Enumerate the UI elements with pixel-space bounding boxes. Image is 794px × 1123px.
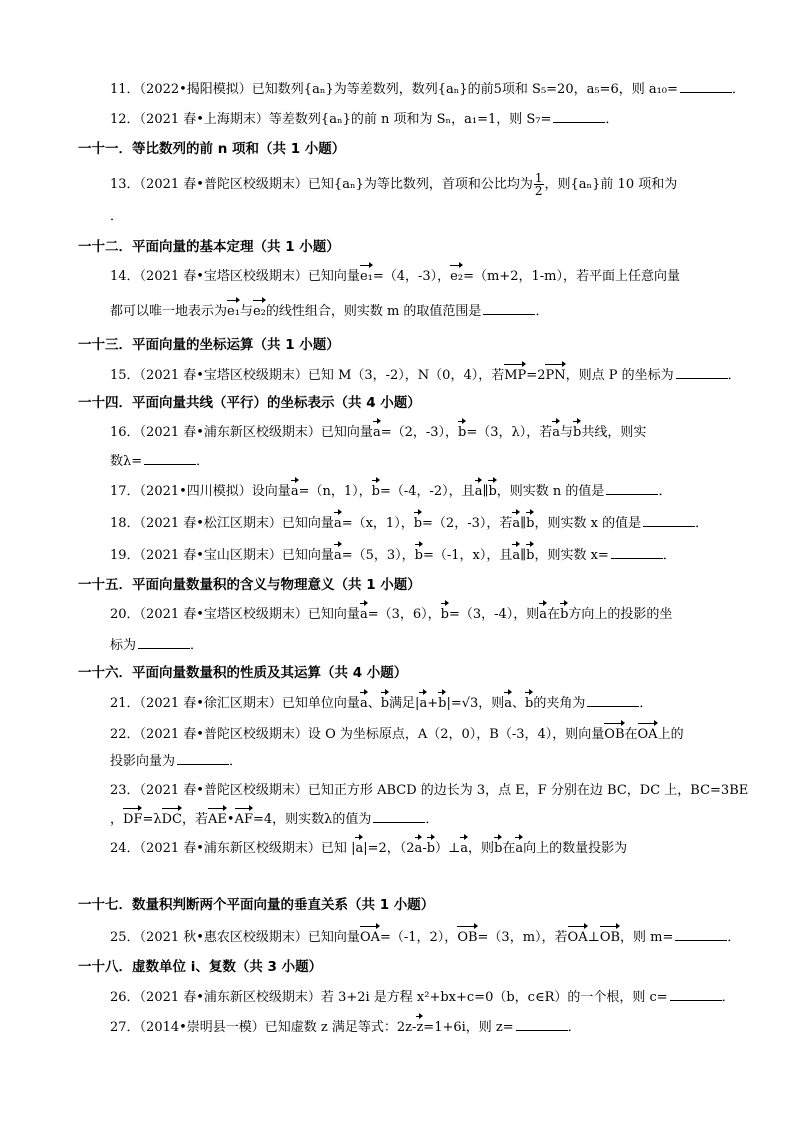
section-heading: 一十七．数量积判断两个平面向量的垂直关系（共 1 小题） [78, 897, 435, 913]
vector-symbol: DF [123, 812, 143, 827]
vector-symbol: OA [567, 930, 588, 945]
question-text: 的夹角为 [533, 696, 586, 711]
question-text: 18． [110, 516, 140, 531]
question-text: ，若 [181, 812, 208, 827]
question-11 [110, 80, 745, 99]
question-text: 上的 [657, 727, 684, 742]
answer-blank[interactable] [675, 928, 727, 941]
vector-symbol: e₁ [359, 269, 373, 284]
question-text: 22． [110, 727, 140, 742]
question-text: ）⊥ [435, 841, 461, 856]
question-text: （2021 春•松江区期末）已知向量 [139, 516, 334, 531]
question-text: |=2，（2 [363, 841, 415, 856]
question-text: ⊥ [587, 930, 600, 945]
question-text: （2021 春•普陀区校级期末）设 O 为坐标原点，A（2，0），B（-3，4），则向量 [139, 727, 605, 742]
question-text: ，则 m= [620, 930, 674, 945]
question-text: =（3，m），若 [477, 930, 568, 945]
question-text: ． [229, 754, 243, 769]
question-16 [110, 424, 646, 442]
question-text: 标为 [110, 638, 137, 653]
question-text: =4，则实数λ的值为 [252, 812, 372, 827]
vector-symbol: AF [234, 812, 253, 827]
question-text: （2021 春•浦东新区校级期末）已知向量 [139, 425, 373, 440]
question-text: 向上的数量投影为 [523, 841, 628, 856]
question-text: =（m+2，1-m），若平面上任意向量 [463, 269, 680, 284]
question-26 [110, 988, 735, 1007]
question-text: =1+6i，则 z= [423, 1020, 514, 1035]
vector-symbol: a [552, 425, 561, 440]
question-text: =（3，-4），则 [448, 607, 540, 622]
question-text: ． [639, 696, 653, 711]
question-text: 都可以唯一地表示为 [110, 304, 228, 319]
vector-symbol: b [560, 607, 569, 622]
question-text: ∥ [482, 484, 489, 499]
question-text: ． [727, 930, 741, 945]
question-22 [110, 726, 684, 744]
question-text: （2021 春•浦东新区校级期末）若 3+2i 是方程 x²+bx+c=0（b，c∈R）的一个根，则 c= [139, 990, 668, 1005]
question-text: ，则实数 x 的值是 [534, 516, 642, 531]
question-text: 的线性组合，则实数 m 的取值范围是 [265, 304, 482, 319]
question-text: 与 [239, 304, 253, 319]
question-text: =（2，-3）， [380, 425, 459, 440]
question-text: ． [695, 516, 709, 531]
question-text: + [427, 696, 439, 711]
question-13 [110, 172, 677, 197]
vector-symbol: a [512, 548, 521, 563]
question-text: 共线，则实 [581, 425, 647, 440]
vector-symbol: b [526, 548, 535, 563]
question-text: ，则点 P 的坐标为 [565, 368, 674, 383]
answer-blank[interactable] [373, 810, 425, 823]
question-text: =（3，6）， [367, 607, 441, 622]
answer-blank[interactable] [587, 694, 639, 707]
question-text: 13． [110, 177, 140, 192]
question-text: 24． [110, 841, 140, 856]
question-text: （2021 春•宝塔区校级期末）已知向量 [139, 269, 360, 284]
question-text: （2022•揭阳模拟）已知数列{aₙ}为等差数列，数列{aₙ}的前5项和 S₅=20，a₅=6，则 a₁₀= [139, 82, 678, 97]
question-text: =λ [142, 812, 162, 827]
vector-symbol: e₂ [252, 304, 266, 319]
question-text: ． [731, 82, 745, 97]
question-text: ． [567, 1020, 581, 1035]
vector-symbol: b [371, 484, 380, 499]
vector-symbol: b [488, 484, 497, 499]
vector-symbol: a [359, 607, 368, 622]
section-heading: 一十三．平面向量的坐标运算（共 1 小题） [78, 337, 340, 353]
answer-blank[interactable] [606, 482, 658, 495]
question-text: 25． [110, 930, 140, 945]
vector-symbol: a [333, 548, 342, 563]
answer-blank[interactable] [553, 110, 605, 123]
section-heading: 一十二．平面向量的基本定理（共 1 小题） [78, 239, 340, 255]
question-text: 20． [110, 607, 140, 622]
question-text: 在 [547, 607, 561, 622]
question-text: （2021 春•宝山区期末）已知向量 [139, 548, 334, 563]
question-text: 数λ= [110, 454, 143, 469]
question-text: =（5，3）， [341, 548, 415, 563]
question-text: ． [425, 812, 439, 827]
question-text: ，则 [468, 841, 495, 856]
question-text: ∥ [520, 548, 527, 563]
vector-symbol: a [474, 484, 483, 499]
vector-symbol: a [359, 696, 368, 711]
question-text: ，则实数 x= [534, 548, 609, 563]
question-text: 15． [110, 368, 140, 383]
question-text: 投影向量为 [110, 754, 176, 769]
question-text: =（-1，x），且 [422, 548, 513, 563]
vector-symbol: a [355, 841, 364, 856]
vector-symbol: OB [457, 930, 478, 945]
vector-symbol: a [504, 696, 513, 711]
vector-symbol: b [414, 548, 423, 563]
vector-symbol: b [573, 425, 582, 440]
question-22-continuation [110, 752, 242, 771]
vector-symbol: a [419, 696, 428, 711]
question-text: 27． [110, 1020, 140, 1035]
question-text: （2021•四川模拟）设向量 [139, 484, 291, 499]
question-text: 21． [110, 696, 140, 711]
vector-symbol: b [426, 841, 436, 856]
question-27 [110, 1018, 581, 1037]
question-text: =（-1，2）， [379, 930, 458, 945]
question-text: （2021 秋•惠农区校级期末）已知向量 [139, 930, 360, 945]
vector-symbol: a [460, 841, 469, 856]
vector-symbol: OB [599, 930, 621, 945]
z-conjugate: z [416, 1020, 424, 1035]
vector-symbol: OB [604, 727, 625, 742]
question-text: ． [535, 304, 549, 319]
question-text: ． [721, 990, 735, 1005]
vector-symbol: a [539, 607, 548, 622]
vector-symbol: e₁ [227, 304, 240, 319]
question-text: =（x，1）， [341, 516, 414, 531]
vector-symbol: b [458, 425, 467, 440]
question-text: （2021 春•徐汇区期末）已知单位向量 [139, 696, 360, 711]
question-23-continuation [110, 810, 438, 829]
vector-symbol: MP [504, 368, 527, 383]
question-text: ∥ [520, 516, 527, 531]
vector-symbol: a [333, 516, 342, 531]
question-text: 19． [110, 548, 140, 563]
question-14 [110, 268, 680, 286]
vector-symbol: a [372, 425, 381, 440]
question-24 [110, 840, 627, 858]
question-text: |=√3，则 [446, 696, 505, 711]
question-text: =2 [526, 368, 546, 383]
question-21 [110, 694, 652, 713]
vector-symbol: OA [637, 727, 658, 742]
answer-blank[interactable] [177, 752, 229, 765]
question-text: 1 [534, 171, 543, 185]
answer-blank[interactable] [676, 366, 728, 379]
question-text: （2021 春•普陀区校级期末）已知正方形 ABCD 的边长为 3，点 E，F 分别在边 BC，DC 上，BC=3BE [139, 783, 749, 798]
answer-blank[interactable] [138, 636, 190, 649]
vector-symbol: b [494, 841, 503, 856]
question-text: 11． [110, 82, 140, 97]
vector-symbol: b [380, 696, 390, 711]
vector-symbol: a [290, 484, 299, 499]
question-text: =（2，-3），若 [422, 516, 513, 531]
question-text: （2021 春•浦东新区校级期末）已知 | [139, 841, 356, 856]
vector-symbol: b [438, 696, 447, 711]
question-text: 17． [110, 484, 140, 499]
question-text: （2021 春•普陀区校级期末）已知{aₙ}为等比数列，首项和公比均为 [139, 177, 533, 192]
vector-symbol: PN [545, 368, 566, 383]
question-18 [110, 514, 708, 533]
question-text: • [226, 812, 235, 827]
question-13-continuation: ． [110, 209, 124, 224]
section-heading: 一十六．平面向量数量积的性质及其运算（共 4 小题） [78, 665, 408, 681]
vector-symbol: b [526, 516, 535, 531]
question-15 [110, 366, 741, 385]
section-heading: 一十五．平面向量数量积的含义与物理意义（共 1 小题） [78, 577, 421, 593]
question-text: - [422, 841, 427, 856]
question-text: 2 [534, 184, 543, 198]
question-text: ． [605, 112, 619, 127]
question-text: 23． [110, 783, 140, 798]
question-17 [110, 482, 671, 501]
question-text: ， [110, 812, 124, 827]
answer-blank[interactable] [611, 546, 663, 559]
question-14-continuation [110, 302, 548, 321]
section-heading: 一十八．虚数单位 i、复数（共 3 小题） [78, 959, 323, 975]
question-text: 方向上的投影的坐 [568, 607, 673, 622]
question-text: =（n，1）， [298, 484, 372, 499]
vector-symbol: e₂ [450, 269, 464, 284]
vector-symbol: a [512, 516, 521, 531]
section-heading: 一十一．等比数列的前 n 项和（共 1 小题） [78, 141, 346, 157]
question-text: =（-4，-2），且 [379, 484, 475, 499]
vector-symbol: a [515, 841, 524, 856]
question-text: 16． [110, 425, 140, 440]
answer-blank[interactable] [670, 988, 722, 1001]
question-19 [110, 546, 676, 565]
question-text: （2021 春•上海期末）等差数列{aₙ}的前 n 项和为 Sₙ，a₁=1，则 S₇= [139, 112, 552, 127]
question-text: =（3，λ），若 [466, 425, 553, 440]
vector-symbol: b [525, 696, 534, 711]
question-text: 在 [624, 727, 638, 742]
question-25 [110, 928, 740, 947]
question-text: =（4，-3）， [372, 269, 451, 284]
question-text: （2021 春•宝塔区校级期末）已知 M（3，-2），N（0，4），若 [139, 368, 505, 383]
vector-symbol: a [414, 841, 423, 856]
question-text: ． [190, 638, 204, 653]
fraction [534, 172, 544, 197]
answer-blank[interactable] [680, 80, 732, 93]
question-text: ，则{aₙ}前 10 项和为 [544, 177, 678, 192]
question-text: 与 [560, 425, 574, 440]
vector-symbol: b [413, 516, 423, 531]
question-20 [110, 606, 672, 624]
question-12 [110, 110, 618, 129]
question-text: ． [662, 548, 676, 563]
vector-symbol: DC [161, 812, 182, 827]
vector-symbol: b [440, 607, 449, 622]
question-text: ． [727, 368, 741, 383]
question-text: 在 [502, 841, 516, 856]
question-23 [110, 782, 748, 800]
question-20-continuation [110, 636, 203, 655]
question-text: 14． [110, 269, 140, 284]
answer-blank[interactable] [144, 452, 196, 465]
question-text: 、 [367, 696, 381, 711]
question-text: 满足| [389, 696, 420, 711]
answer-blank[interactable] [516, 1018, 568, 1031]
question-text: 、 [512, 696, 526, 711]
vector-symbol: AE [208, 812, 227, 827]
question-text: （2014•崇明县一模）已知虚数 z 满足等式：2z- [139, 1020, 417, 1035]
answer-blank[interactable] [643, 514, 695, 527]
question-text: （2021 春•宝塔区校级期末）已知向量 [139, 607, 360, 622]
question-text: ，则实数 n 的值是 [496, 484, 605, 499]
vector-symbol: OA [359, 930, 380, 945]
question-text: 12． [110, 112, 140, 127]
answer-blank[interactable] [483, 302, 535, 315]
question-text: ． [658, 484, 672, 499]
question-16-continuation [110, 452, 209, 471]
section-heading: 一十四．平面向量共线（平行）的坐标表示（共 4 小题） [78, 395, 421, 411]
question-text: 26． [110, 990, 140, 1005]
question-text: ． [196, 454, 210, 469]
